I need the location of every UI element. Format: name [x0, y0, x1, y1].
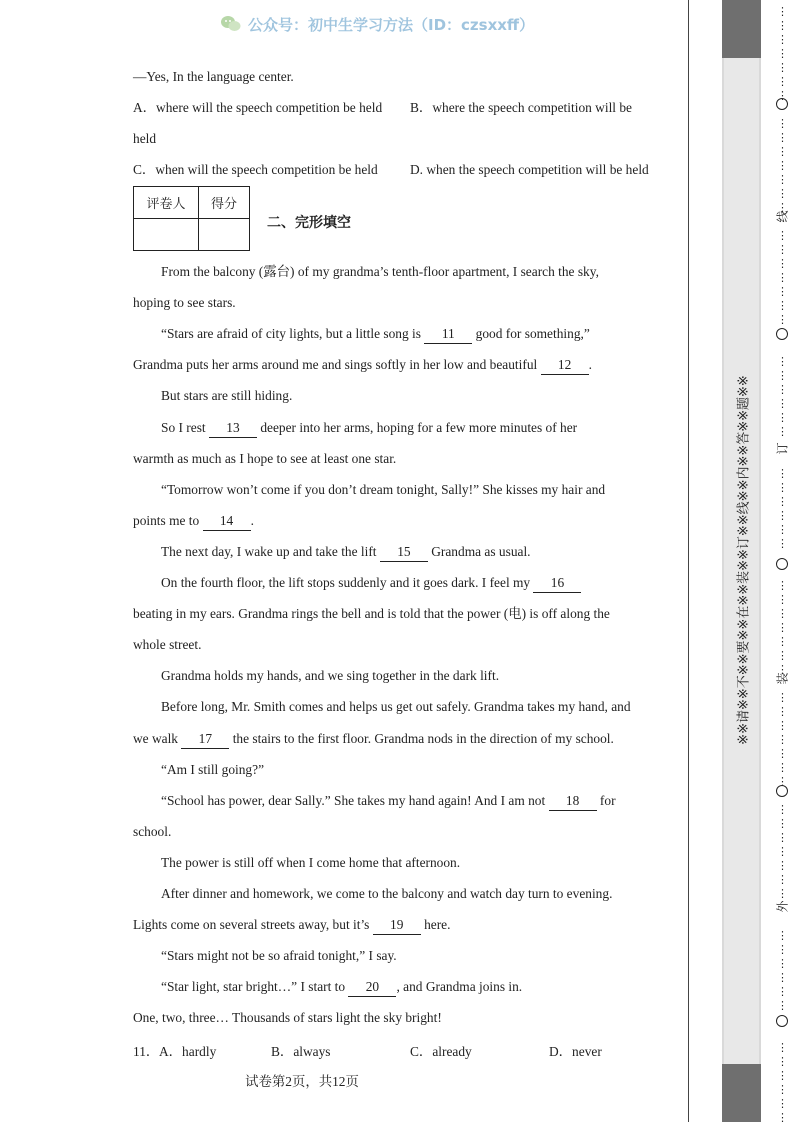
binding-dot: ⋮ — [777, 89, 788, 102]
passage-line — [161, 387, 292, 405]
binding-circle-icon — [776, 98, 788, 110]
binding-dot: ⋮ — [777, 761, 788, 774]
binding-dot: ⋮ — [777, 243, 788, 256]
passage-text-after-blank: here. — [420, 917, 451, 933]
binding-dot: ⋮ — [777, 5, 788, 18]
blank-13: 13 — [209, 419, 257, 438]
passage-text: Grandma holds my hands, and we sing together in the dark lift. — [161, 668, 500, 684]
binding-dot: ⋮ — [777, 1111, 788, 1124]
binding-circle-icon — [776, 328, 788, 340]
binding-dot: ⋮ — [777, 19, 788, 32]
binding-dot: ⋮ — [777, 145, 788, 158]
option-d: D. when the speech competition will be held — [410, 162, 649, 177]
option-b: B．where the speech competition will be — [410, 100, 632, 115]
passage-text: “School has power, dear Sally.” She takes my hand again! And I am not — [161, 792, 549, 808]
answer-line: —Yes, In the language center. — [133, 69, 294, 84]
passage-text: “Star light, star bright…” I start to — [161, 979, 349, 995]
passage-text: On the fourth floor, the lift stops suddenly and it goes dark. I feel my — [161, 575, 534, 590]
passage-text: “Tomorrow won’t come if you don’t dream tonight, Sally!” She kisses my hair and — [161, 481, 606, 497]
passage-text: After dinner and homework, we come to the balcony and watch day turn to evening. — [161, 886, 613, 901]
binding-dot: ⋮ — [777, 691, 788, 704]
binding-dot: ⋮ — [777, 705, 788, 718]
binding-dot: ⋮ — [777, 173, 788, 186]
passage-line — [133, 636, 201, 654]
binding-dot: ⋮ — [777, 943, 788, 956]
watermark-text: 公众号：初中生学习方法（ID：czsxxff） — [248, 15, 535, 34]
binding-circle-icon — [776, 558, 788, 570]
blank-14: 14 — [203, 512, 251, 531]
passage-text-after-blank: deeper into her arms, hoping for a few more minutes of her — [256, 419, 578, 435]
binding-dot: ⋮ — [777, 159, 788, 172]
passage-text: Lights come on several streets away, but it’s — [133, 917, 373, 933]
passage-text-after-blank: . — [250, 512, 254, 528]
passage-line — [161, 947, 397, 965]
passage-line — [133, 450, 396, 468]
passage-line — [161, 481, 605, 499]
passage-text-after-blank: Grandma as usual. — [427, 543, 531, 559]
passage-line — [161, 698, 631, 716]
binding-dot: ⋮ — [777, 887, 788, 900]
binding-dot: ⋮ — [777, 33, 788, 46]
q11-option-b: B．always — [271, 1044, 331, 1059]
binding-dot: ⋮ — [777, 61, 788, 74]
binding-dot: ⋮ — [777, 621, 788, 634]
option-b-continued: held — [133, 131, 157, 146]
binding-dotted-line — [775, 0, 790, 1124]
binding-dot: ⋮ — [777, 579, 788, 592]
binding-dot: ⋮ — [777, 663, 788, 676]
passage-line — [161, 667, 499, 685]
binding-dot: ⋮ — [777, 355, 788, 368]
binding-dot: ⋮ — [777, 607, 788, 620]
blank-15: 15 — [380, 543, 428, 562]
binding-dot: ⋮ — [777, 1083, 788, 1096]
passage-line — [133, 294, 236, 312]
passage-text-after-blank: , and Grandma joins in. — [396, 979, 523, 995]
grader-cell — [134, 219, 199, 251]
binding-dot: ⋮ — [777, 719, 788, 732]
binding-dot: ⋮ — [777, 271, 788, 284]
passage-text: hoping to see stars. — [133, 295, 236, 311]
blank-11: 11 — [424, 325, 472, 344]
blank-19: 19 — [373, 916, 421, 935]
passage-line — [133, 916, 450, 935]
binding-char: 线 — [775, 210, 790, 223]
binding-dot: ⋮ — [777, 733, 788, 746]
binding-dot: ⋮ — [777, 383, 788, 396]
binding-dot: ⋮ — [777, 467, 788, 480]
binding-divider — [688, 0, 689, 1122]
passage-line — [161, 543, 531, 562]
passage-text: warmth as much as I hope to see at least one star. — [133, 450, 397, 466]
passage-text-after-blank: for — [596, 792, 616, 808]
binding-dot: ⋮ — [777, 1069, 788, 1082]
option-a: A．where will the speech competition be held — [133, 100, 383, 115]
binding-dot: ⋮ — [777, 859, 788, 872]
passage-line — [161, 419, 577, 438]
binding-dot: ⋮ — [777, 187, 788, 200]
binding-dot: ⋮ — [777, 747, 788, 760]
binding-dot: ⋮ — [777, 845, 788, 858]
binding-dot: ⋮ — [777, 593, 788, 606]
passage-line — [161, 978, 522, 997]
passage-line — [133, 730, 614, 749]
binding-dot: ⋮ — [777, 313, 788, 326]
binding-dot: ⋮ — [777, 131, 788, 144]
wechat-icon — [220, 15, 242, 33]
binding-dot: ⋮ — [777, 1097, 788, 1110]
binding-circle-icon — [776, 785, 788, 797]
passage-text: beating in my ears. Grandma rings the bell and is told that the power (电) is off along the — [133, 606, 610, 622]
passage-text: From the balcony (露台) of my grandma’s tenth-floor apartment, I search the sky, — [161, 264, 599, 279]
blank-20: 20 — [348, 978, 396, 997]
binding-dot: ⋮ — [777, 929, 788, 942]
passage-text-after-blank: . — [588, 357, 592, 373]
passage-text: points me to — [133, 512, 203, 528]
q11-option-c: C．already — [410, 1044, 472, 1059]
passage-text: school. — [133, 823, 172, 839]
score-table — [133, 186, 250, 251]
passage-line — [133, 512, 254, 531]
passage-text: “Stars are afraid of city lights, but a little song is — [161, 326, 425, 342]
passage-text-after-blank: the stairs to the first floor. Grandma nods in the direction of my school. — [229, 730, 614, 746]
section-title: 二、完形填空 — [267, 215, 351, 231]
binding-dot: ⋮ — [777, 1055, 788, 1068]
blank-16: 16 — [533, 574, 581, 593]
binding-dot: ⋮ — [777, 635, 788, 648]
binding-dot: ⋮ — [777, 117, 788, 130]
binding-dot: ⋮ — [777, 411, 788, 424]
binding-strip-bottom — [722, 1064, 761, 1122]
score-label: 得分 — [199, 187, 250, 219]
blank-12: 12 — [541, 356, 589, 375]
binding-dot: ⋮ — [777, 75, 788, 88]
passage-text: we walk — [133, 730, 182, 746]
q11-option-d: D．never — [549, 1044, 602, 1059]
binding-dot: ⋮ — [777, 775, 788, 788]
binding-char: 订 — [775, 442, 790, 455]
binding-dot: ⋮ — [777, 831, 788, 844]
grader-label: 评卷人 — [134, 187, 199, 219]
binding-dot: ⋮ — [777, 957, 788, 970]
binding-dot: ⋮ — [777, 257, 788, 270]
passage-line — [161, 792, 616, 811]
binding-dot: ⋮ — [777, 817, 788, 830]
binding-dot: ⋮ — [777, 1041, 788, 1054]
passage-text: One, two, three… Thousands of stars light the sky bright! — [133, 1010, 442, 1026]
passage-line — [161, 325, 590, 344]
binding-dot: ⋮ — [777, 369, 788, 382]
passage-text: “Am I still going?” — [161, 761, 265, 777]
option-c: C．when will the speech competition be held — [133, 162, 378, 177]
q11-number: 11． — [133, 1044, 160, 1059]
binding-dot: ⋮ — [777, 425, 788, 438]
binding-circle-icon — [776, 1015, 788, 1027]
passage-text: Grandma puts her arms around me and sings softly in her low and beautiful — [133, 357, 541, 373]
passage-text: “Stars might not be so afraid tonight,” I say. — [161, 948, 397, 964]
passage-text: The next day, I wake up and take the lift — [161, 543, 380, 559]
passage-line — [133, 823, 171, 841]
binding-dot: ⋮ — [777, 495, 788, 508]
binding-dot: ⋮ — [777, 985, 788, 998]
binding-dot: ⋮ — [777, 229, 788, 242]
q11-option-a: A．hardly — [159, 1044, 217, 1059]
binding-dot: ⋮ — [777, 873, 788, 886]
binding-dot: ⋮ — [777, 201, 788, 214]
watermark — [220, 12, 560, 36]
binding-dot: ⋮ — [777, 523, 788, 536]
passage-line — [133, 605, 610, 623]
binding-dot: ⋮ — [777, 803, 788, 816]
blank-17: 17 — [181, 730, 229, 749]
passage-line — [161, 263, 599, 281]
passage-text-after-blank: good for something,” — [472, 326, 590, 342]
binding-dot: ⋮ — [777, 481, 788, 494]
score-cell — [199, 219, 250, 251]
binding-dot: ⋮ — [777, 649, 788, 662]
passage-text: So I rest — [161, 419, 209, 435]
binding-strip-top — [722, 0, 761, 58]
passage-line — [161, 574, 581, 593]
binding-dot: ⋮ — [777, 537, 788, 550]
page-footer: 试卷第2页，共12页 — [245, 1074, 359, 1089]
binding-dot: ⋮ — [777, 971, 788, 984]
binding-dot: ⋮ — [777, 47, 788, 60]
binding-dot: ⋮ — [777, 397, 788, 410]
passage-text: But stars are still hiding. — [161, 388, 293, 404]
passage-text: The power is still off when I come home that afternoon. — [161, 854, 461, 870]
binding-dot: ⋮ — [777, 285, 788, 298]
passage-line — [161, 761, 264, 779]
blank-18: 18 — [549, 792, 597, 811]
passage-text: whole street. — [133, 637, 202, 653]
passage-line — [133, 356, 592, 375]
passage-text: Before long, Mr. Smith comes and helps us get out safely. Grandma takes my hand, and — [161, 699, 631, 715]
binding-warning: ※※请※※不※※要※※在※※装※※订※※线※※内※※答※※题※※ — [736, 375, 752, 745]
passage-line — [161, 854, 460, 872]
binding-char: 装 — [775, 672, 790, 685]
passage-line — [161, 885, 612, 903]
binding-char: 外 — [775, 900, 790, 913]
binding-dot: ⋮ — [777, 999, 788, 1012]
binding-dot: ⋮ — [777, 509, 788, 522]
passage-line — [133, 1009, 442, 1027]
binding-dot: ⋮ — [777, 299, 788, 312]
